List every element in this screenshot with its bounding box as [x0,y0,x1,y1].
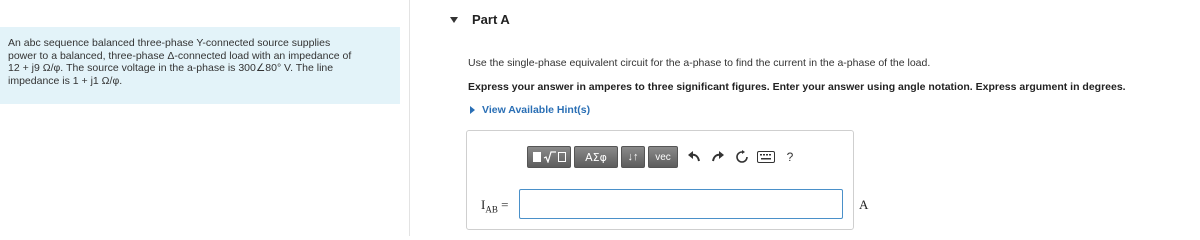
answer-input[interactable] [519,189,843,219]
answer-label-equals: = [497,197,509,212]
answer-format-instruction: Express your answer in amperes to three significant figures. Enter your answer using angle notation. Express argument in degrees. [468,81,1126,93]
subscript-superscript-button[interactable]: ↓↑ [621,146,645,168]
part-title: Part A [472,12,510,27]
help-icon[interactable] [779,146,801,168]
problem-statement-panel [0,27,400,104]
reset-icon[interactable] [731,146,753,168]
answer-label-main: I [481,197,486,212]
answer-box [466,130,869,230]
templates-button[interactable] [527,146,571,168]
vector-button[interactable]: vec [648,146,678,168]
undo-icon[interactable] [683,146,705,168]
part-header[interactable] [450,12,510,27]
hint-label: View Available Hint(s) [482,104,591,116]
column-divider [409,0,410,236]
answer-label-subscript: AB [485,204,498,215]
math-toolbar [527,146,801,168]
redo-icon[interactable] [707,146,729,168]
greek-symbols-button[interactable]: ΑΣφ [574,146,618,168]
problem-text: An abc sequence balanced three-phase Y-connected source supplies power to a balanced, three-phase Δ-connected load with an impedance of 12 + j9 Ω/φ. The source voltage in the a-phase is 300∠80° V. The line impedance is 1 + j1 Ω/φ. [8,37,352,87]
answer-variable-label [481,197,508,215]
keyboard-icon[interactable] [755,146,777,168]
expand-caret-icon [470,106,475,114]
instruction-text: Use the single-phase equivalent circuit for the a-phase to find the current in the a-phase of the load. [468,57,931,69]
templates-icon [533,151,566,163]
help-label: ? [786,150,794,164]
answer-unit: A [859,197,869,212]
collapse-caret-icon[interactable] [450,17,458,23]
view-hints-link[interactable] [470,104,590,116]
